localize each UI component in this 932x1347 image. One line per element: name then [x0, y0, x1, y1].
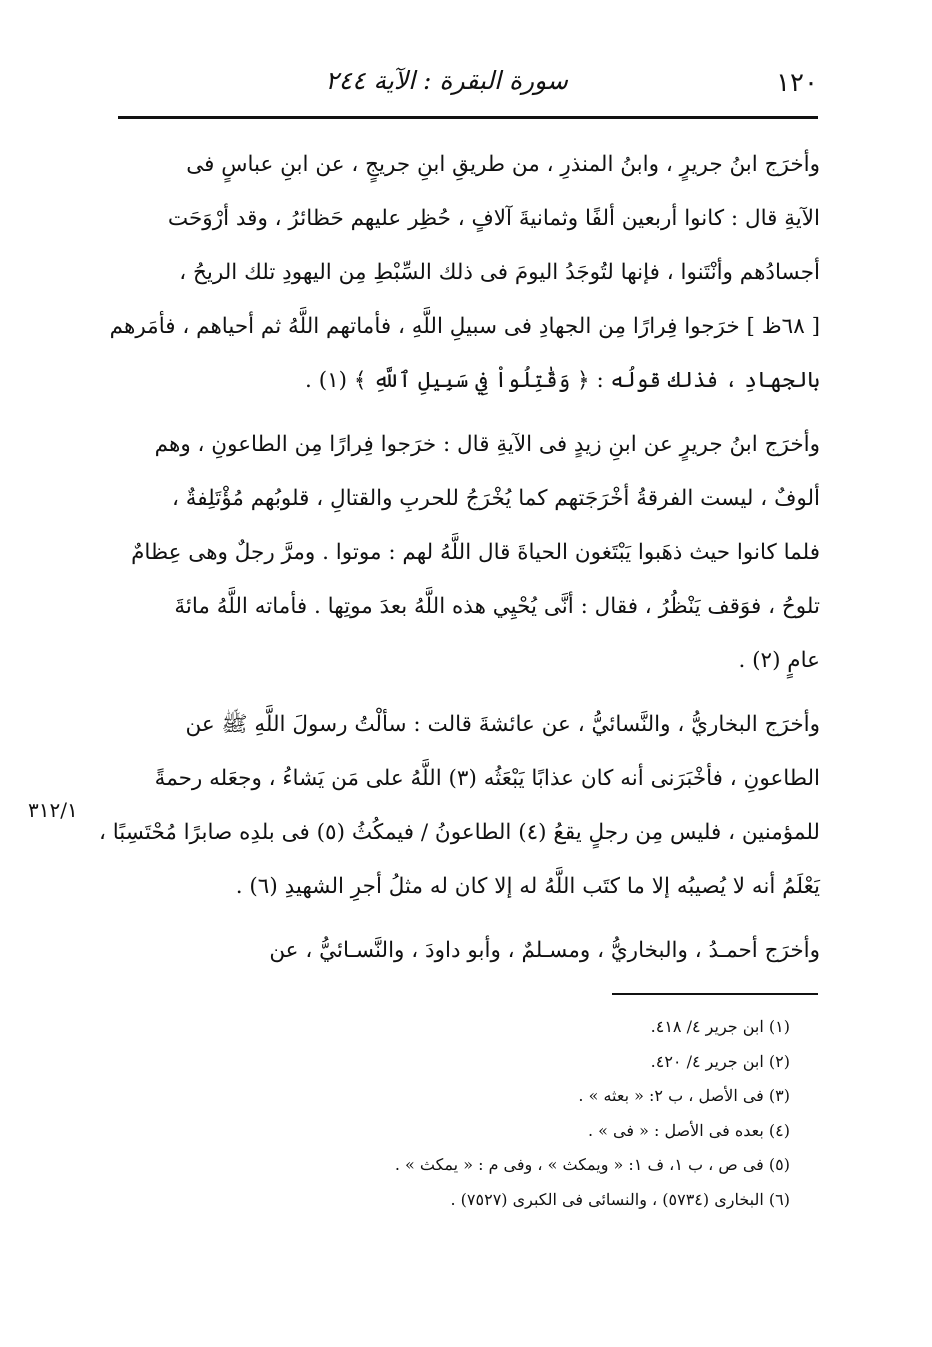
header-rule	[118, 116, 818, 119]
text-line: وأخرَج أحمـدُ ، والبخاريُّ ، ومسـلمٌ ، وأبو داودَ ، والنَّسـائيُّ ، عن	[269, 938, 820, 963]
text-line: وأخرَج ابنُ جريرٍ عن ابنِ زيدٍ فى الآيةِ قال : خرَجوا فِرارًا مِن الطاعونِ ، وهم	[154, 432, 820, 457]
paragraph-4	[116, 924, 820, 978]
footnote-rule	[612, 993, 818, 995]
text-line: بالجهادِ ، فذلك قولُه : ﴿ وَقَٰتِلُواْ فِي سَبِيلِ ٱللَّهِ ﴾ (١) .	[305, 368, 820, 393]
footnote: (٦) البخارى (٥٧٣٤) ، والنسائى فى الكبرى (٧٥٢٧) .	[450, 1189, 790, 1209]
text-line: تلوحُ ، فوَقف يَنْظُرُ ، فقال : أنَّى يُحْيِي هذه اللَّهُ بعدَ موتِها . فأماته اللَّهُ مائةَ	[174, 594, 820, 619]
page-number: ١٢٠	[776, 68, 818, 98]
page-header	[118, 58, 818, 108]
paragraph-1	[109, 138, 820, 408]
margin-reference: ٣١٢/١	[28, 798, 78, 822]
footnote: (٤) بعده فى الأصل : « فى » .	[587, 1120, 790, 1140]
text-line: أجسادُهم وأنْتَنوا ، فإنها لتُوجَدُ اليومَ فى ذلك السِّبْطِ مِن اليهودِ تلك الريحُ ،	[179, 260, 820, 285]
text-line: وأخرَج ابنُ جريرٍ ، وابنُ المنذرِ ، من طريقِ ابنِ جريجٍ ، عن ابنِ عباسٍ فى	[186, 152, 820, 177]
footnote: (١) ابن جرير ٤/ ٤١٨.	[650, 1017, 790, 1036]
text-line: للمؤمنين ، فليس مِن رجلٍ يقعُ (٤) الطاعونُ / فيمكُثُ (٥) فى بلدِه صابرًا مُحْتَسِبًا ،	[98, 820, 820, 845]
paragraph-2	[116, 418, 820, 688]
running-title: سورة البقرة : الآية ٢٤٤	[325, 66, 568, 95]
footnote: (٢) ابن جرير ٤/ ٤٢٠.	[650, 1051, 790, 1071]
text-line: [ ٦٨ظ ] خرَجوا فِرارًا مِن الجهادِ فى سبيلِ اللَّهِ ، فأماتهم اللَّهُ ثم أحياهم ، فأمَرهم	[109, 314, 820, 339]
main-text	[98, 138, 820, 978]
text-line: ألوفٌ ، ليست الفرقةُ أخْرَجَتهم كما يُخْرَجُ للحربِ والقتالِ ، قلوبُهم مُؤْتَلِفةٌ ،	[171, 486, 820, 511]
paragraph-3	[98, 698, 820, 914]
text-line: الآيةِ قال : كانوا أربعين ألفًا وثمانيةَ آلافٍ ، حُظِر عليهم حَظائرُ ، وقد أرْوَحَت	[167, 206, 820, 231]
footnotes	[118, 1010, 790, 1217]
text-line: فلما كانوا حيث ذهَبوا يَبْتَغون الحياةَ قال اللَّهُ لهم : موتوا . ومرَّ رجلٌ وهى عِظامٌ	[131, 540, 820, 565]
text-line: يَعْلَمُ أنه لا يُصيبُه إلا ما كتَب اللَّهُ له إلا كان له مثلُ أجرِ الشهيدِ (٦) .	[235, 874, 820, 899]
footnote: (٥) فى ص ، ب ١، ف ١: « ويمكث » ، وفى م : « يمكث » .	[394, 1155, 790, 1174]
text-line: الطاعونِ ، فأخْبَرَنى أنه كان عذابًا يَبْعَثُه (٣) اللَّهُ على مَن يَشاءُ ، وجعَله رحمةً	[154, 766, 820, 791]
text-line: عامٍ (٢) .	[738, 648, 820, 673]
text-line: وأخرَج البخاريُّ ، والنَّسائيُّ ، عن عائشةَ قالت : سألْتُ رسولَ اللَّهِ ﷺ عن	[185, 712, 820, 737]
footnote: (٣) فى الأصل ، ب ٢: « بعثه » .	[578, 1086, 790, 1105]
